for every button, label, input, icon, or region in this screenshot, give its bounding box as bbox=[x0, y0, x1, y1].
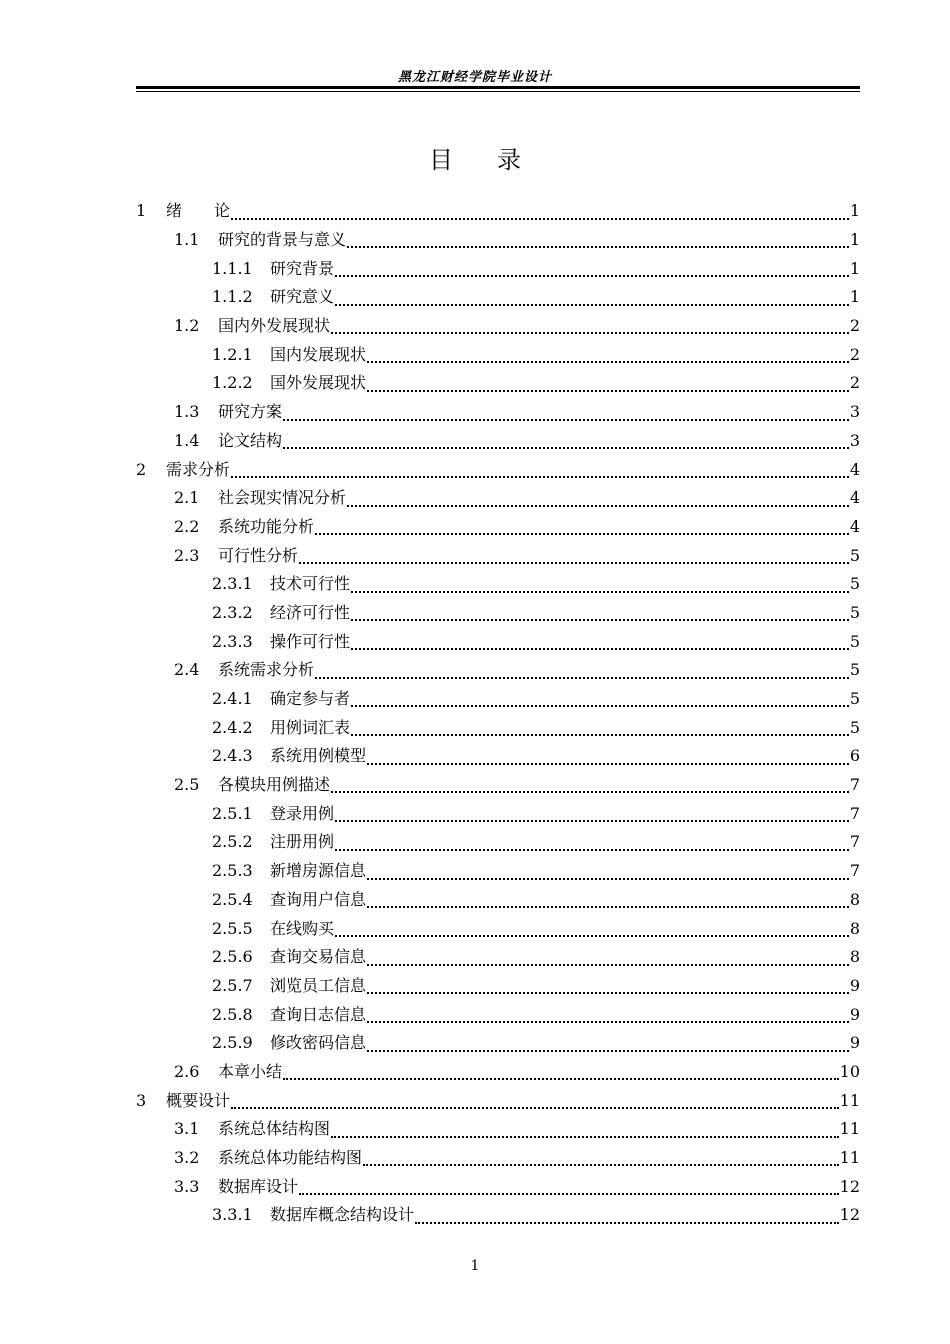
toc-entry-title: 可行性分析 bbox=[218, 545, 299, 565]
toc-entry-title: 查询日志信息 bbox=[270, 1004, 367, 1024]
toc-entry-number: 1.1.2 bbox=[212, 287, 253, 307]
toc-dot-leader bbox=[367, 390, 849, 392]
toc-entry-number: 2.6 bbox=[174, 1061, 200, 1081]
toc-dot-leader bbox=[367, 964, 849, 966]
toc-dot-leader bbox=[367, 906, 849, 908]
toc-entry-title: 国外发展现状 bbox=[270, 373, 367, 393]
toc-entry[interactable] bbox=[136, 828, 860, 857]
toc-entry-title: 研究方案 bbox=[218, 402, 283, 422]
toc-dot-leader bbox=[335, 820, 849, 822]
toc-entry-number: 2.4.1 bbox=[212, 689, 253, 709]
toc-entry-page: 4 bbox=[849, 488, 860, 508]
toc-entry-title: 概要设计 bbox=[166, 1090, 231, 1110]
toc-entry-number: 1.2.2 bbox=[212, 373, 253, 393]
toc-entry[interactable] bbox=[136, 972, 860, 1001]
toc-entry-title: 本章小结 bbox=[218, 1061, 283, 1081]
toc-entry[interactable] bbox=[136, 1115, 860, 1144]
toc-entry-title: 查询用户信息 bbox=[270, 889, 367, 909]
toc-entry-number: 2.5.2 bbox=[212, 832, 253, 852]
toc-entry-title: 研究背景 bbox=[270, 258, 335, 278]
toc-entry-page: 2 bbox=[849, 344, 860, 364]
toc-entry-number: 1.1.1 bbox=[212, 258, 253, 278]
toc-entry-page: 9 bbox=[849, 1004, 860, 1024]
toc-dot-leader bbox=[367, 1021, 849, 1023]
toc-entry-title: 修改密码信息 bbox=[270, 1033, 367, 1053]
toc-entry-number: 2.3.2 bbox=[212, 602, 253, 622]
toc-entry-number: 3.3 bbox=[174, 1176, 200, 1196]
toc-dot-leader bbox=[351, 591, 849, 593]
toc-entry-title: 绪 论 bbox=[166, 201, 231, 221]
toc-dot-leader bbox=[231, 1107, 839, 1109]
toc-entry-number: 2.3.3 bbox=[212, 631, 253, 651]
toc-entry[interactable] bbox=[136, 1029, 860, 1058]
toc-entry[interactable] bbox=[136, 1201, 860, 1230]
toc-entry-title: 社会现实情况分析 bbox=[218, 488, 347, 508]
toc-entry-page: 11 bbox=[839, 1148, 860, 1168]
toc-dot-leader bbox=[231, 218, 849, 220]
toc-entry[interactable] bbox=[136, 1058, 860, 1087]
toc-entry-page: 3 bbox=[849, 402, 860, 422]
toc-entry-title: 登录用例 bbox=[270, 803, 335, 823]
toc-dot-leader bbox=[315, 677, 849, 679]
toc-entry-number: 2.5.5 bbox=[212, 918, 253, 938]
toc-entry-title: 数据库概念结构设计 bbox=[270, 1205, 415, 1225]
toc-entry-title: 研究意义 bbox=[270, 287, 335, 307]
toc-entry[interactable] bbox=[136, 742, 860, 771]
toc-dot-leader bbox=[415, 1222, 839, 1224]
toc-dot-leader bbox=[351, 734, 849, 736]
toc-entry-number: 2.4.2 bbox=[212, 717, 253, 737]
toc-entry[interactable] bbox=[136, 427, 860, 456]
header-rule-thin bbox=[136, 91, 860, 92]
toc-entry[interactable] bbox=[136, 627, 860, 656]
toc-entry-title: 新增房源信息 bbox=[270, 861, 367, 881]
toc-entry-page: 7 bbox=[849, 861, 860, 881]
toc-entry-page: 1 bbox=[849, 258, 860, 278]
toc-entry[interactable] bbox=[136, 455, 860, 484]
toc-dot-leader bbox=[367, 763, 849, 765]
toc-dot-leader bbox=[367, 361, 849, 363]
toc-entry-page: 6 bbox=[849, 746, 860, 766]
toc-entry-number: 1.2 bbox=[174, 316, 200, 336]
toc-entry-number: 2.5 bbox=[174, 775, 200, 795]
toc-entry[interactable] bbox=[136, 771, 860, 800]
toc-entry[interactable] bbox=[136, 541, 860, 570]
toc-entry-number: 3.3.1 bbox=[212, 1205, 253, 1225]
toc-entry[interactable] bbox=[136, 886, 860, 915]
toc-entry-title: 系统总体功能结构图 bbox=[218, 1148, 363, 1168]
toc-entry-number: 1.2.1 bbox=[212, 344, 253, 364]
toc-entry-title: 系统总体结构图 bbox=[218, 1119, 331, 1139]
toc-entry-page: 4 bbox=[849, 516, 860, 536]
toc-entry-title: 数据库设计 bbox=[218, 1176, 299, 1196]
toc-dot-leader bbox=[283, 419, 849, 421]
toc-entry-number: 2.4 bbox=[174, 660, 200, 680]
toc-entry[interactable] bbox=[136, 312, 860, 341]
toc-dot-leader bbox=[231, 476, 849, 478]
toc-entry-number: 2.1 bbox=[174, 488, 200, 508]
toc-entry-page: 2 bbox=[849, 373, 860, 393]
toc-entry-page: 1 bbox=[849, 230, 860, 250]
toc-entry-title: 国内发展现状 bbox=[270, 344, 367, 364]
toc-entry-number: 2.5.6 bbox=[212, 947, 253, 967]
toc-entry[interactable] bbox=[136, 484, 860, 513]
toc-entry-title: 注册用例 bbox=[270, 832, 335, 852]
toc-entry-number: 1.1 bbox=[174, 230, 200, 250]
toc-entry-title: 论文结构 bbox=[218, 430, 283, 450]
toc-entry-page: 2 bbox=[849, 316, 860, 336]
toc-entry-title: 操作可行性 bbox=[270, 631, 351, 651]
toc-entry-page: 4 bbox=[849, 459, 860, 479]
toc-dot-leader bbox=[331, 791, 849, 793]
toc-dot-leader bbox=[299, 562, 849, 564]
toc-entry-title: 研究的背景与意义 bbox=[218, 230, 347, 250]
toc-entry-page: 11 bbox=[839, 1090, 860, 1110]
toc-entry-title: 经济可行性 bbox=[270, 602, 351, 622]
toc-entry[interactable] bbox=[136, 1000, 860, 1029]
toc-entry-title: 确定参与者 bbox=[270, 689, 351, 709]
toc-entry[interactable] bbox=[136, 656, 860, 685]
toc-entry[interactable] bbox=[136, 513, 860, 542]
toc-entry-title: 用例词汇表 bbox=[270, 717, 351, 737]
toc-entry-page: 8 bbox=[849, 918, 860, 938]
toc-entry[interactable] bbox=[136, 254, 860, 283]
toc-entry-page: 5 bbox=[849, 574, 860, 594]
toc-entry-page: 5 bbox=[849, 689, 860, 709]
toc-dot-leader bbox=[363, 1164, 839, 1166]
toc-entry-number: 3.1 bbox=[174, 1119, 200, 1139]
document-header-title: 黑龙江财经学院毕业设计 bbox=[397, 70, 552, 85]
toc-entry-number: 1 bbox=[136, 201, 147, 221]
toc-entry-title: 各模块用例描述 bbox=[218, 775, 331, 795]
toc-dot-leader bbox=[299, 1193, 839, 1195]
toc-entry[interactable] bbox=[136, 369, 860, 398]
toc-dot-leader bbox=[367, 878, 849, 880]
toc-entry-number: 1.4 bbox=[174, 430, 200, 450]
toc-entry-page: 8 bbox=[849, 889, 860, 909]
table-of-contents bbox=[136, 197, 860, 1230]
toc-entry[interactable] bbox=[136, 1144, 860, 1173]
toc-entry-page: 12 bbox=[839, 1205, 860, 1225]
toc-entry[interactable] bbox=[136, 685, 860, 714]
toc-entry-page: 11 bbox=[839, 1119, 860, 1139]
toc-entry-title: 查询交易信息 bbox=[270, 947, 367, 967]
toc-dot-leader bbox=[335, 935, 849, 937]
toc-dot-leader bbox=[335, 275, 849, 277]
toc-entry-number: 2.5.4 bbox=[212, 889, 253, 909]
toc-entry[interactable] bbox=[136, 799, 860, 828]
toc-entry-number: 2.3.1 bbox=[212, 574, 253, 594]
toc-entry-page: 7 bbox=[849, 832, 860, 852]
toc-entry-number: 2.4.3 bbox=[212, 746, 253, 766]
page-number: 1 bbox=[470, 1258, 480, 1274]
toc-entry-title: 技术可行性 bbox=[270, 574, 351, 594]
toc-entry-page: 9 bbox=[849, 1033, 860, 1053]
toc-entry[interactable] bbox=[136, 398, 860, 427]
toc-entry-page: 5 bbox=[849, 660, 860, 680]
toc-entry-page: 7 bbox=[849, 803, 860, 823]
toc-entry[interactable] bbox=[136, 857, 860, 886]
toc-entry-page: 7 bbox=[849, 775, 860, 795]
toc-entry-title: 在线购买 bbox=[270, 918, 335, 938]
toc-dot-leader bbox=[331, 1136, 839, 1138]
toc-entry[interactable] bbox=[136, 226, 860, 255]
toc-entry-title: 系统用例模型 bbox=[270, 746, 367, 766]
toc-dot-leader bbox=[347, 505, 849, 507]
toc-entry-page: 8 bbox=[849, 947, 860, 967]
toc-dot-leader bbox=[335, 304, 849, 306]
toc-entry-title: 国内外发展现状 bbox=[218, 316, 331, 336]
toc-dot-leader bbox=[351, 705, 849, 707]
toc-entry-number: 2.2 bbox=[174, 516, 200, 536]
toc-title: 目录 bbox=[429, 146, 565, 174]
toc-dot-leader bbox=[315, 533, 849, 535]
toc-entry-page: 9 bbox=[849, 975, 860, 995]
toc-entry-page: 5 bbox=[849, 602, 860, 622]
toc-entry-page: 10 bbox=[839, 1061, 860, 1081]
toc-entry-title: 需求分析 bbox=[166, 459, 231, 479]
toc-dot-leader bbox=[283, 447, 849, 449]
toc-entry-page: 1 bbox=[849, 287, 860, 307]
toc-entry-number: 2 bbox=[136, 459, 147, 479]
toc-entry-page: 5 bbox=[849, 631, 860, 651]
toc-entry-page: 12 bbox=[839, 1176, 860, 1196]
toc-entry[interactable] bbox=[136, 1086, 860, 1115]
toc-entry[interactable] bbox=[136, 943, 860, 972]
toc-entry-title: 浏览员工信息 bbox=[270, 975, 367, 995]
toc-entry[interactable] bbox=[136, 599, 860, 628]
toc-entry-page: 3 bbox=[849, 430, 860, 450]
toc-entry-number: 2.5.9 bbox=[212, 1033, 253, 1053]
toc-entry[interactable] bbox=[136, 713, 860, 742]
toc-entry-page: 5 bbox=[849, 717, 860, 737]
toc-entry[interactable] bbox=[136, 340, 860, 369]
toc-entry-number: 3.2 bbox=[174, 1148, 200, 1168]
toc-dot-leader bbox=[331, 332, 849, 334]
toc-entry-page: 5 bbox=[849, 545, 860, 565]
header-rule-thick bbox=[136, 86, 860, 89]
toc-dot-leader bbox=[351, 648, 849, 650]
toc-entry-title: 系统功能分析 bbox=[218, 516, 315, 536]
toc-entry-number: 2.5.7 bbox=[212, 975, 253, 995]
toc-entry-number: 3 bbox=[136, 1090, 147, 1110]
toc-entry-page: 1 bbox=[849, 201, 860, 221]
toc-entry[interactable] bbox=[136, 914, 860, 943]
toc-entry-number: 2.5.3 bbox=[212, 861, 253, 881]
toc-dot-leader bbox=[335, 849, 849, 851]
toc-entry[interactable] bbox=[136, 570, 860, 599]
toc-dot-leader bbox=[283, 1078, 839, 1080]
toc-entry-number: 2.5.8 bbox=[212, 1004, 253, 1024]
toc-entry-number: 2.3 bbox=[174, 545, 200, 565]
toc-dot-leader bbox=[367, 1050, 849, 1052]
toc-entry[interactable] bbox=[136, 197, 860, 226]
toc-entry-number: 1.3 bbox=[174, 402, 200, 422]
toc-dot-leader bbox=[347, 246, 849, 248]
toc-entry[interactable] bbox=[136, 1172, 860, 1201]
toc-entry-title: 系统需求分析 bbox=[218, 660, 315, 680]
toc-dot-leader bbox=[351, 619, 849, 621]
toc-dot-leader bbox=[367, 992, 849, 994]
toc-entry[interactable] bbox=[136, 283, 860, 312]
toc-entry-number: 2.5.1 bbox=[212, 803, 253, 823]
